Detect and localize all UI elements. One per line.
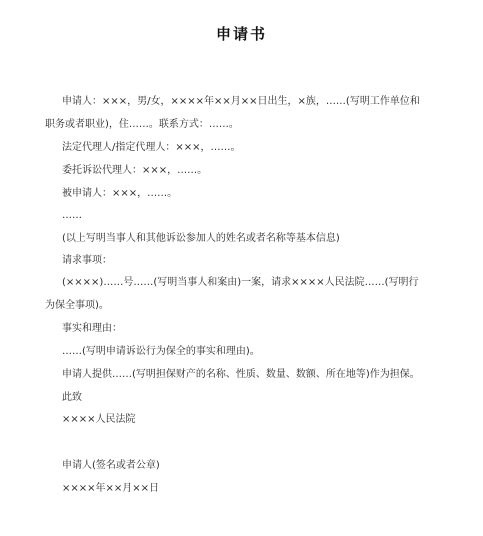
applicant-line: 申请人：×××，男/女，××××年××月××日出生，×族，……(写明工作单位和: [62, 96, 420, 107]
applicant-line-continued: 职务或者职业)，住……。联系方式：……。: [45, 119, 239, 130]
court-name-line: ××××人民法院: [62, 414, 136, 425]
legal-representative-line: 法定代理人/指定代理人：×××，……。: [62, 142, 241, 153]
authorized-agent-line: 委托诉讼代理人：×××，……。: [62, 165, 208, 176]
guarantee-line: 申请人提供……(写明担保财产的名称、性质、数量、数额、所在地等)作为担保。: [62, 369, 420, 380]
request-items-heading: 请求事项：: [62, 255, 112, 266]
request-items-line: (××××)……号……(写明当事人和案由)一案，请求××××人民法院……(写明行: [62, 277, 419, 288]
facts-reasons-heading: 事实和理由：: [62, 323, 122, 334]
facts-reasons-line: ……(写明申请诉讼行为保全的事实和理由)。: [62, 346, 260, 357]
date-line: ××××年××月××日: [62, 483, 160, 494]
respondent-line: 被申请人：×××，……。: [62, 188, 178, 199]
ellipsis-line: ……: [62, 210, 82, 221]
signature-line: 申请人(签名或者公章): [62, 460, 160, 471]
request-items-line-continued: 为保全事项)。: [45, 300, 109, 311]
salutation-line: 此致: [62, 392, 82, 403]
basic-info-note: (以上写明当事人和其他诉讼参加人的姓名或者名称等基本信息): [62, 233, 340, 244]
document-title: 申请书: [215, 25, 267, 43]
